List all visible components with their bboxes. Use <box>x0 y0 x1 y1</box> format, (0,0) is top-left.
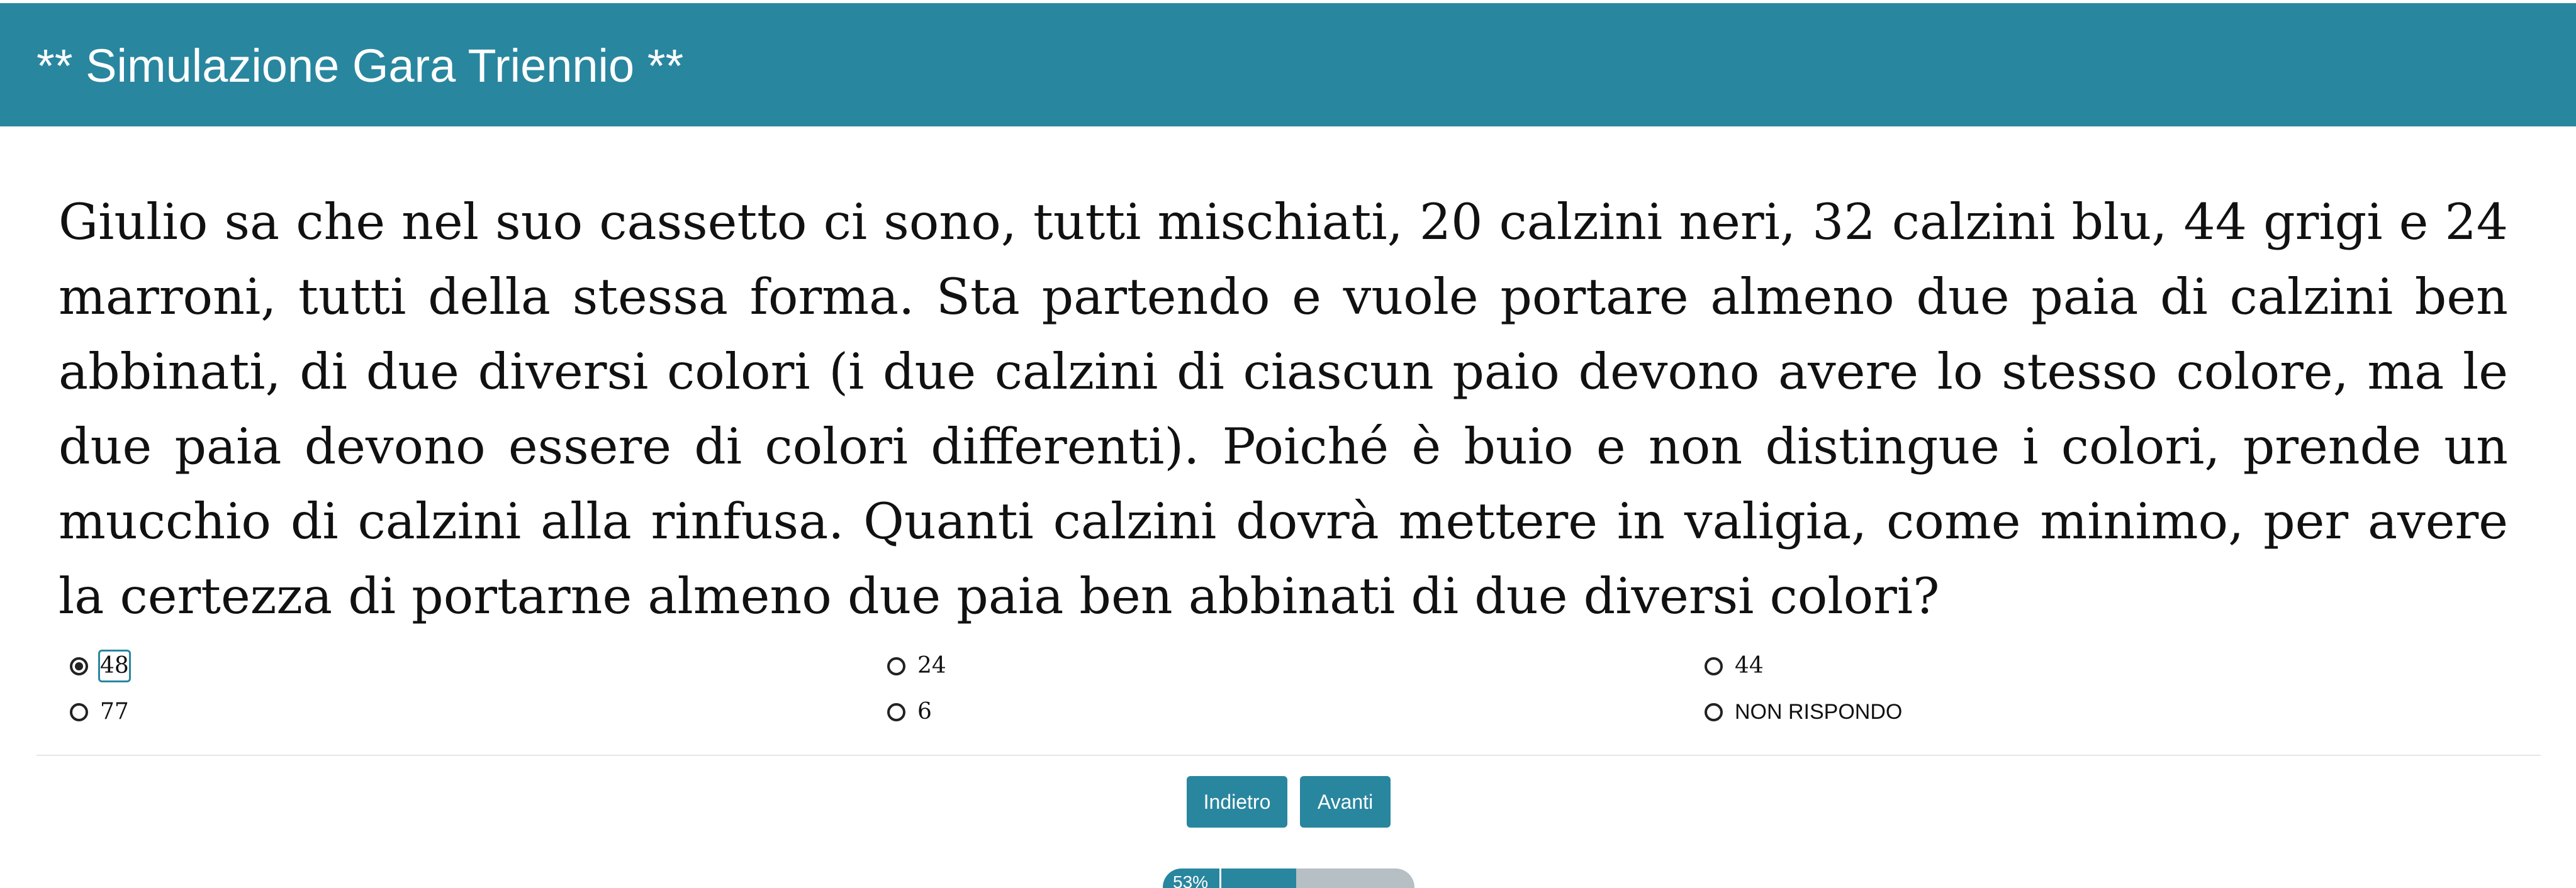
back-button[interactable]: Indietro <box>1187 776 1287 828</box>
next-button[interactable]: Avanti <box>1300 776 1391 828</box>
question-text: Giulio sa che nel suo cassetto ci sono, tutti mischiati, 20 calzini neri, 32 calzini blu, 44 grigi e 24 marroni, tutti della stessa forma. Sta partendo e vuole portare almeno due paia di calzini ben abbinati, di due diversi colori (i due calzini di ciascun paio devono avere lo stesso colore, ma le due paia devono essere di colori differenti). Poiché è buio e non distingue i colori, prende un mucchio di calzini alla rinfusa. Quanti calzini dovrà mettere in valigia, come minimo, per avere la certezza di portarne almeno due paia ben abbinati di due diversi colori? <box>59 193 2508 625</box>
answer-option-4[interactable] <box>70 695 129 729</box>
radio-button[interactable] <box>887 703 905 721</box>
answer-option-2[interactable] <box>887 649 946 683</box>
answer-option-1[interactable] <box>70 649 129 683</box>
progress-label: 53% <box>1173 872 1209 888</box>
answer-option-label: 6 <box>917 699 932 724</box>
radio-button[interactable] <box>1705 703 1723 721</box>
answer-option-6[interactable] <box>1705 695 1902 729</box>
progress-separator <box>1219 869 1221 888</box>
answer-option-label: 48 <box>100 652 129 680</box>
divider <box>36 755 2541 756</box>
answer-option-5[interactable] <box>887 695 932 729</box>
radio-button-selected[interactable] <box>70 657 88 675</box>
radio-button[interactable] <box>70 703 88 721</box>
page-title: ** Simulazione Gara Triennio ** <box>36 40 684 92</box>
radio-button[interactable] <box>887 657 905 675</box>
answer-option-label: NON RISPONDO <box>1735 700 1903 724</box>
progress-bar <box>1163 869 1414 888</box>
answer-option-3[interactable] <box>1705 649 1764 683</box>
radio-button[interactable] <box>1705 657 1723 675</box>
answer-option-label: 24 <box>917 653 946 679</box>
answer-option-label: 44 <box>1735 653 1764 679</box>
header-bar <box>0 3 2576 126</box>
answer-option-label: 77 <box>100 699 129 724</box>
